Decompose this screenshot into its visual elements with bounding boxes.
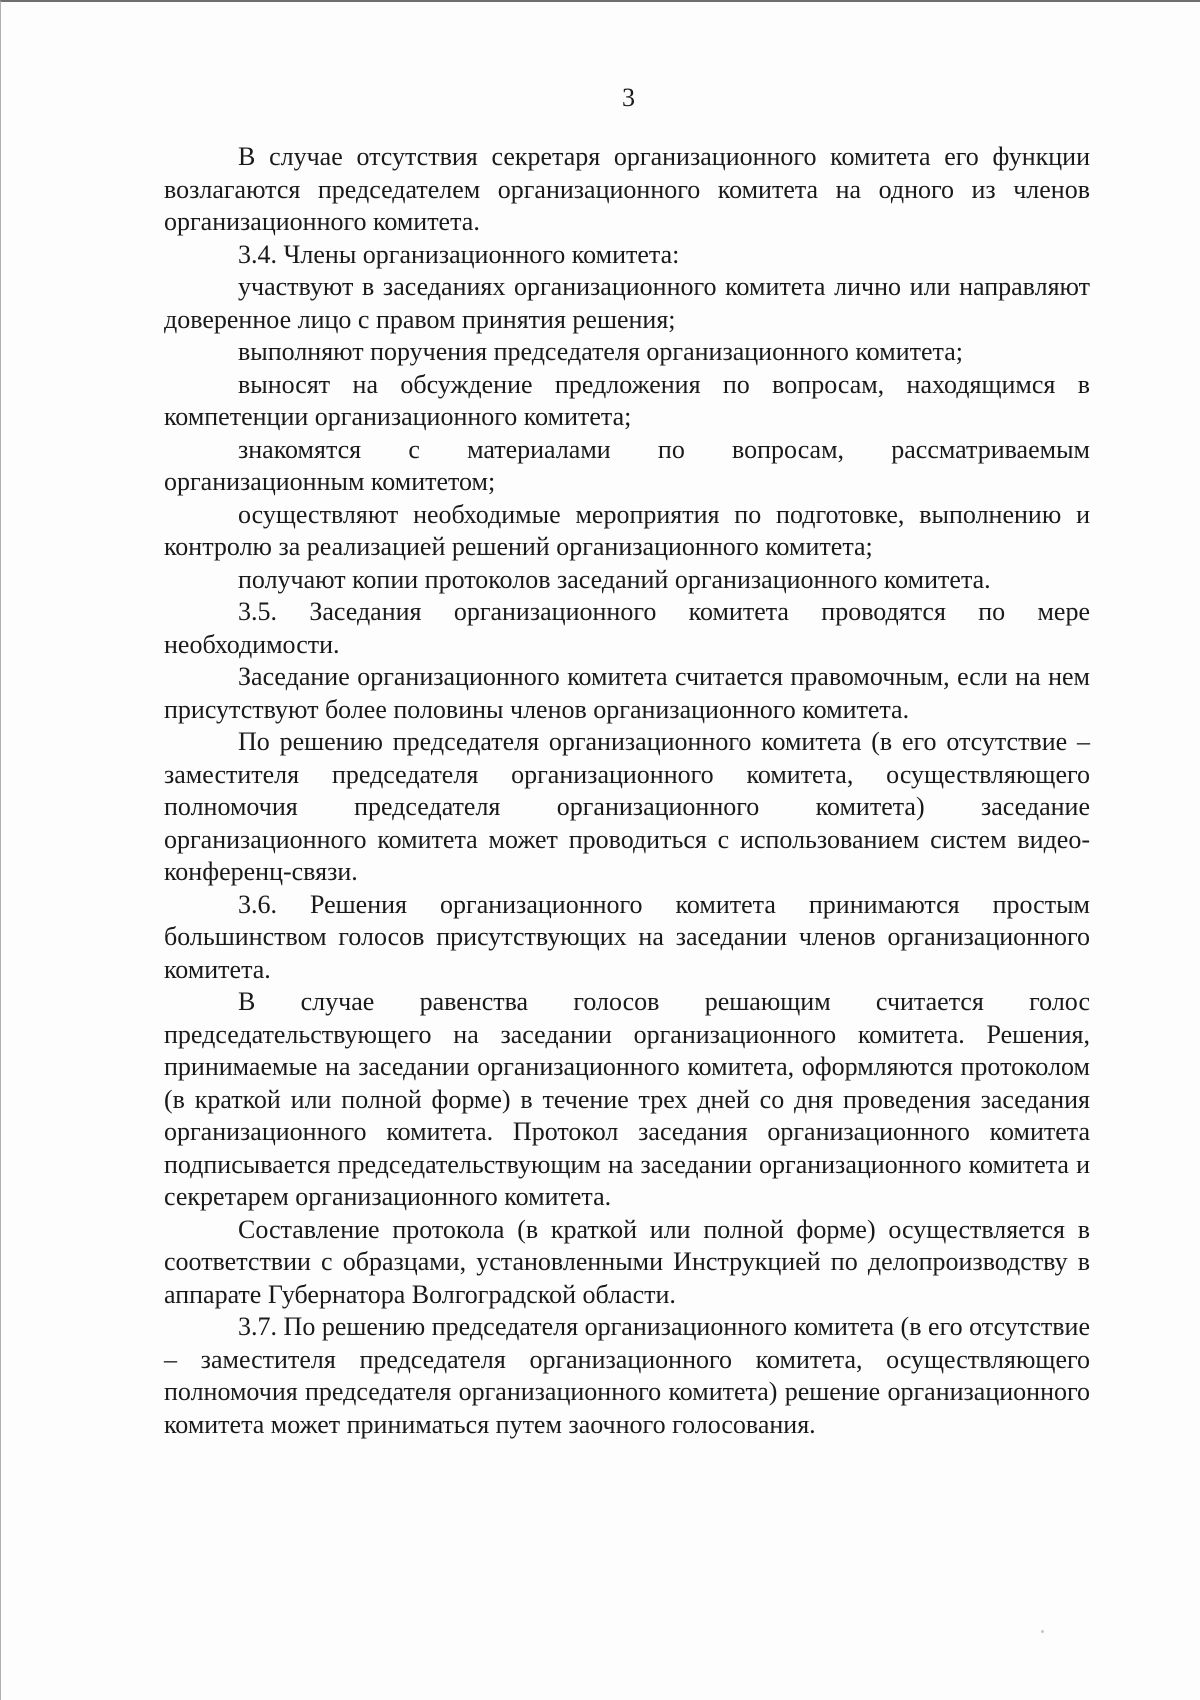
paragraph-members-implement: осуществляют необходимые мероприятия по подготовке, выполнению и контролю за реализацией решений организационного комитета; <box>164 499 1090 561</box>
paragraph-video-conference: По решению председателя организационного комитета (в его отсутствие – заместителя председателя организационного комитета, осуществляющего полномочия председателя организационного комитета) заседание организационного комитета может проводиться с использованием систем видео-конференц-связи. <box>164 727 1090 886</box>
paragraph-protocol-format: Составление протокола (в краткой или полной форме) осуществляется в соответствии с образцами, установленными Инструкцией по делопроизводству в аппарате Губернатора Волгоградской области. <box>164 1214 1090 1309</box>
paragraph-3-7: 3.7. По решению председателя организационного комитета (в его отсутствие – заместителя председателя организационного комитета, осуществляющего полномочия председателя организационного комитета) решение организационного комитета может приниматься путем заочного голосования. <box>164 1312 1090 1439</box>
paragraph-members-fulfill: выполняют поручения председателя организационного комитета; <box>238 337 963 366</box>
paragraph-3-6: 3.6. Решения организационного комитета принимаются простым большинством голосов присутствующих на заседании членов организационного комитета. <box>164 889 1090 984</box>
paragraph-members-propose: выносят на обсуждение предложения по вопросам, находящимся в компетенции организационного комитета; <box>164 369 1090 431</box>
paragraph-members-receive: получают копии протоколов заседаний организационного комитета. <box>238 564 991 594</box>
paragraph-tie-and-protocol: В случае равенства голосов решающим считается голос председательствующего на заседании организационного комитета. Решения, принимаемые на заседании организационного комитета, оформляются протоколом (в краткой или полной форме) в течение трех дней со дня проведения заседания организационного комитета. Протокол заседания организационного комитета подписывается председательствующим на заседании организационного комитета и секретарем организационного комитета. <box>164 987 1090 1211</box>
paragraph-members-participate: участвуют в заседаниях организационного комитета лично или направляют доверенное лицо с правом принятия решения; <box>164 272 1090 334</box>
paragraph-members-review: знакомятся с материалами по вопросам, рассматриваемым организационным комитетом; <box>164 434 1090 496</box>
paragraph-secretary-absence: В случае отсутствия секретаря организационного комитета его функции возлагаются председателем организационного комитета на одного из членов организационного комитета. <box>164 142 1090 236</box>
paragraph-3-5: 3.5. Заседания организационного комитета проводятся по мере необходимости. <box>164 597 1090 659</box>
scan-speck <box>1041 1630 1044 1633</box>
paragraph-quorum: Заседание организационного комитета считается правомочным, если на нем присутствуют более половины членов организационного комитета. <box>164 662 1090 724</box>
paragraph-3-4-heading: 3.4. Члены организационного комитета: <box>238 239 680 269</box>
page-number: 3 <box>622 83 635 112</box>
document-body <box>164 141 1090 1441</box>
